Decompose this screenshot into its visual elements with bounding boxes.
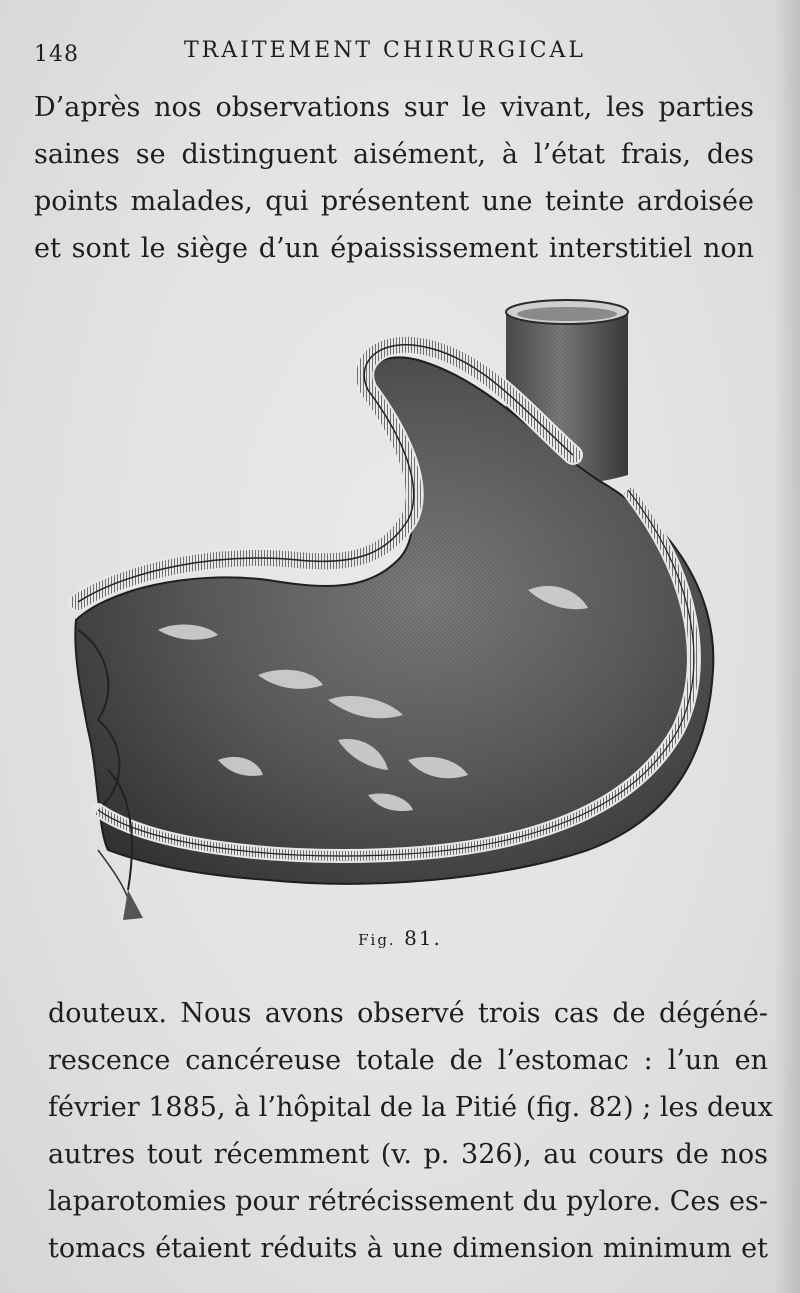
paragraph-top bbox=[34, 84, 754, 272]
page-edge-shadow bbox=[774, 0, 800, 1293]
text-line: D’après nos observations sur le vivant, les parties bbox=[34, 92, 754, 123]
text-line: autres tout récemment (v. p. 326), au cours de nos bbox=[48, 1139, 768, 1170]
text-line: laparotomies pour rétrécissement du pylore. Ces es- bbox=[48, 1186, 768, 1217]
caption-number: 81. bbox=[404, 926, 442, 950]
figure-caption bbox=[0, 926, 800, 950]
text-line: douteux. Nous avons observé trois cas de dégéné- bbox=[48, 998, 768, 1029]
text-line: rescence cancéreuse totale de l’estomac : l’un en bbox=[48, 1045, 768, 1076]
paragraph-bottom bbox=[48, 990, 773, 1272]
text-line: saines se distinguent aisément, à l’état frais, des bbox=[34, 139, 754, 170]
running-title: TRAITEMENT CHIRURGICAL bbox=[184, 38, 587, 63]
stomach-illustration bbox=[68, 290, 748, 930]
text-line: tomacs étaient réduits à une dimension minimum et bbox=[48, 1233, 768, 1264]
text-line: points malades, qui présentent une teinte ardoisée bbox=[34, 186, 754, 217]
caption-prefix: Fig. bbox=[358, 931, 396, 949]
page-header bbox=[34, 34, 764, 74]
page-number: 148 bbox=[34, 42, 79, 67]
text-line: et sont le siège d’un épaississement interstitiel non bbox=[34, 233, 754, 264]
text-line: février 1885, à l’hôpital de la Pitié (fig. 82) ; les deux bbox=[48, 1092, 773, 1123]
